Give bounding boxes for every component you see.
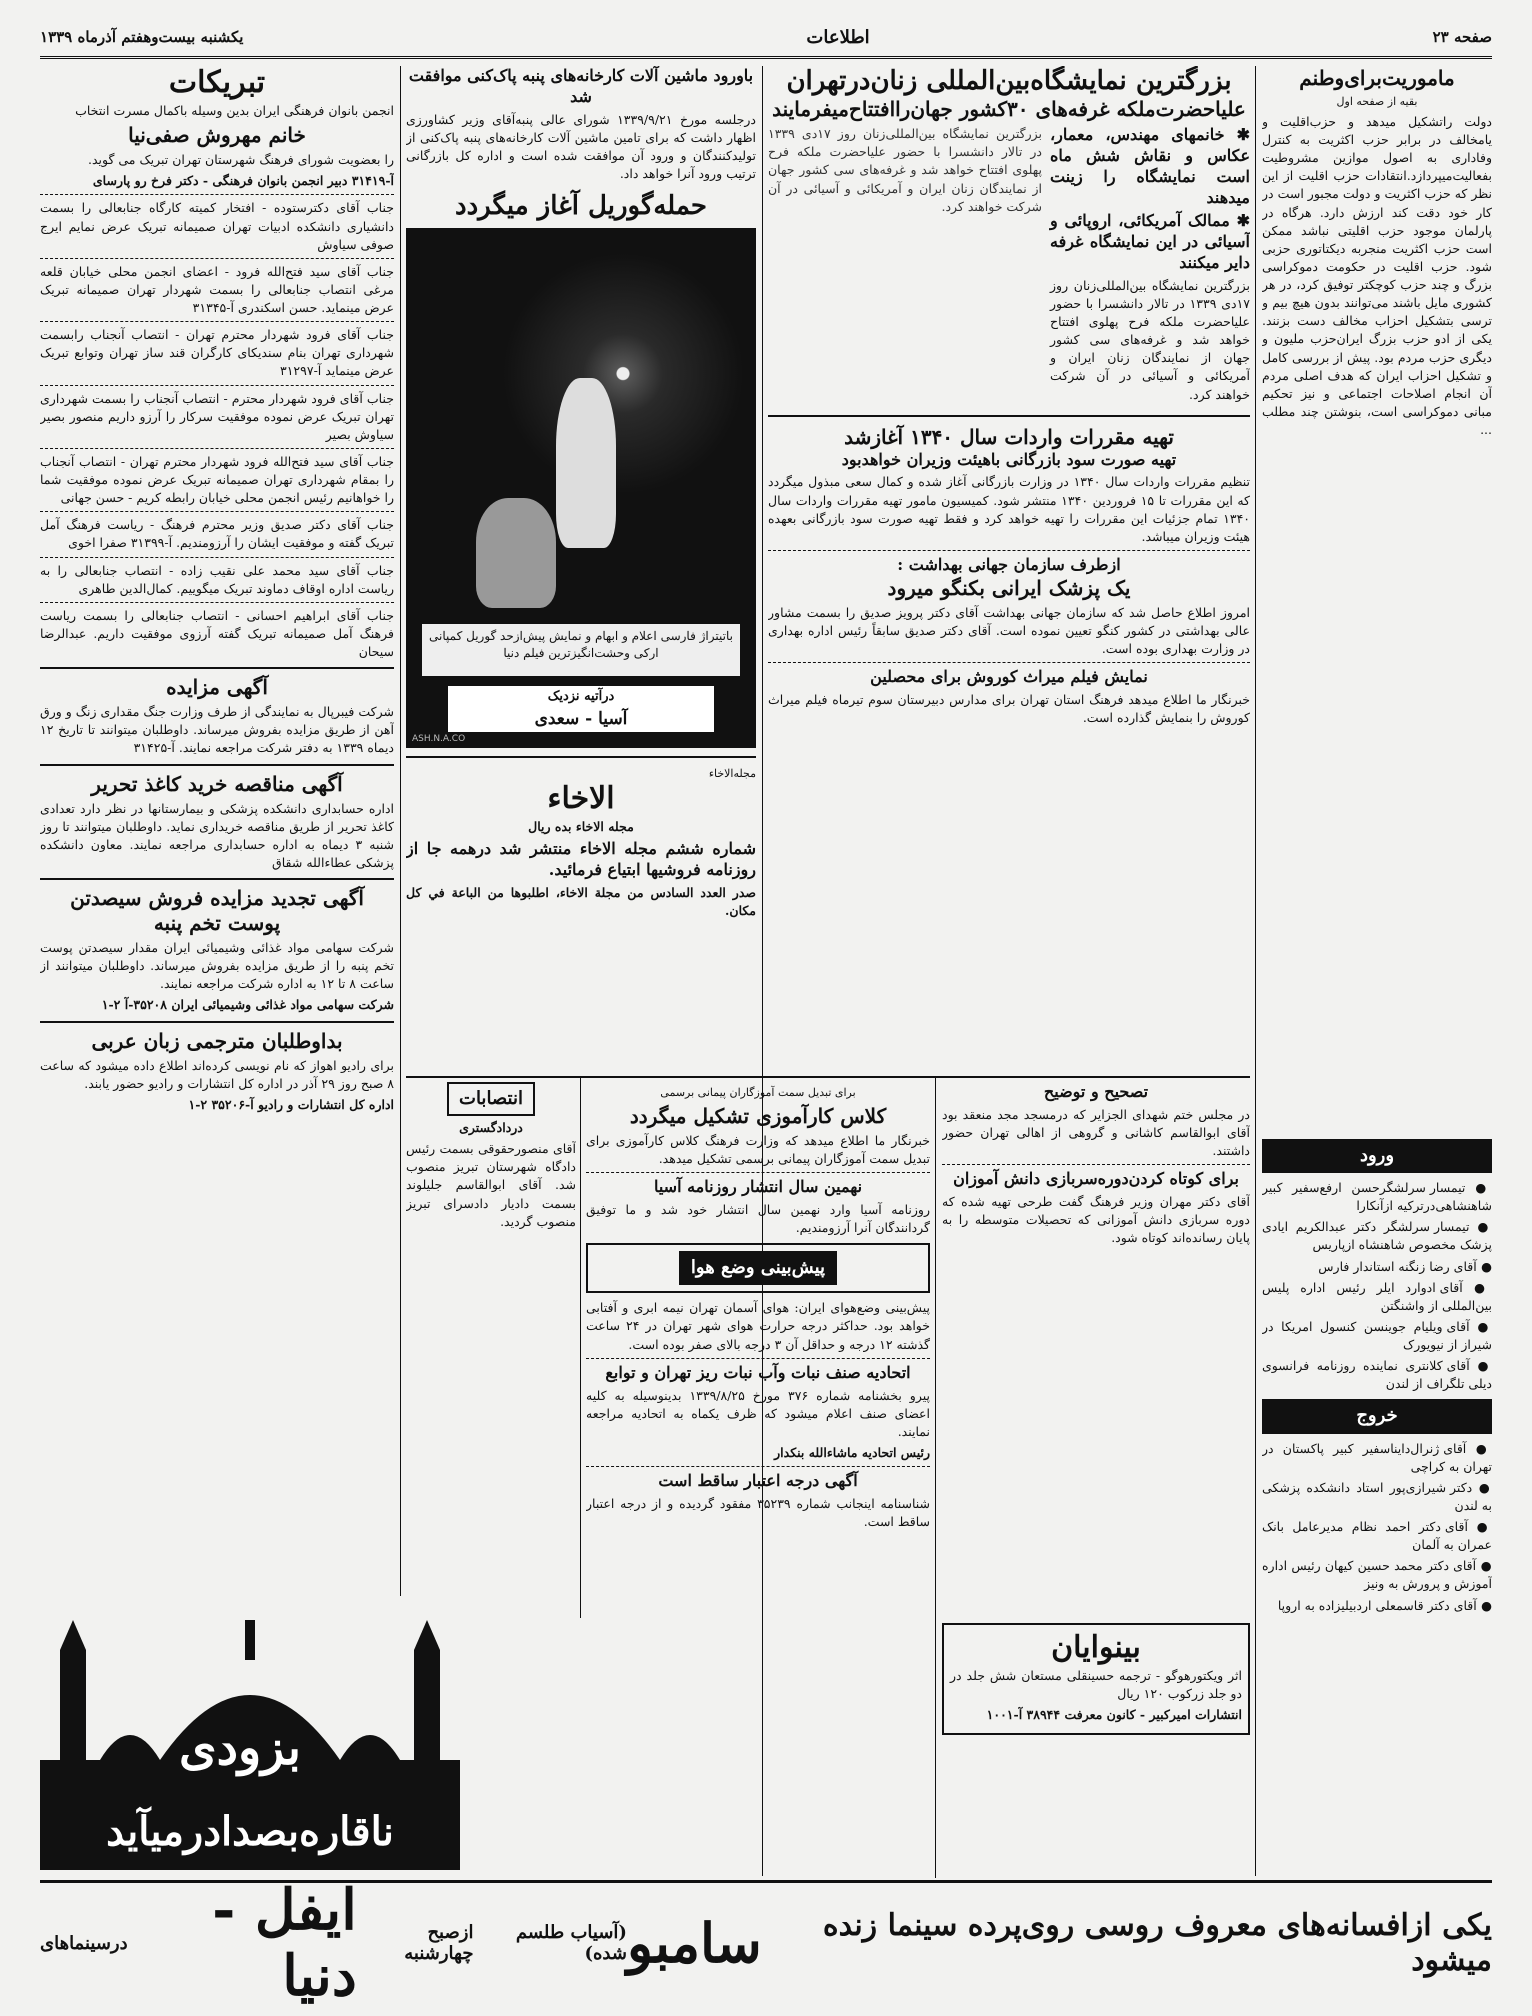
arabic-translator-headline: بداوطلبان مترجمی زبان عربی <box>91 1028 343 1053</box>
appointments-subtitle: دردادگستری <box>459 1120 523 1136</box>
cottonseed-auction-subhead: پوست تخم پنبه <box>153 911 281 935</box>
teachers-subhead: برای تبدیل سمت آموزگاران پیمانی برسمی <box>660 1086 856 1099</box>
section-rule <box>406 1076 1250 1078</box>
magazine-ad <box>406 766 756 920</box>
congrats-honoree-suffix: را بعضویت شورای فرهنگ شهرستان تهران تبریک می گوید. <box>87 152 394 168</box>
auction-headline: آگهی مزایده <box>166 675 268 700</box>
column-appointments <box>406 1082 576 1602</box>
headline-teachers: کلاس کارآموزی تشکیل میگردد <box>629 1103 887 1128</box>
section-rule <box>768 415 1250 417</box>
cinema-label: درآتیه نزدیک <box>547 689 615 705</box>
divider <box>40 194 394 195</box>
lost-document-body: شناسنامه اینجانب شماره ۳۵۲۳۹ مفقود گردیده و از درجه اعتبار ساقط است. <box>586 1495 930 1529</box>
congrats-item: جناب آقای فرود شهردار محترم - انتصاب آنجناب را بسمت شهرداری تهران تبریک عرض نموده موفقیت سرکار را آرزو داریم منصور بصیر سیاوش بصیر <box>40 390 394 442</box>
poster-man-figure <box>556 378 616 548</box>
section-rule <box>406 756 756 758</box>
exhibition-bullet: ✱ ممالک آمریکائی، اروپائی و آسیائی در این نمایشگاه غرفه دایر میکنند <box>1050 211 1250 272</box>
exhibition-body-copy: بزرگترین نمایشگاه بین‌المللی‌زنان روز ۱۷دی ۱۳۳۹ در تالار دانشسرا با حضور علیاحضرت ملکه فرح پهلوی افتتاح خواهد شد و غرفه‌های سی کشور جهان از نمایندگان زنان ایران و آمریکائی و آسیائی در آن شرکت خواهند کرد. <box>768 126 1042 214</box>
arrival-item: ● آقای ویلیام جوینسن کنسول امریکا در شیراز از نیویورک <box>1262 1318 1492 1353</box>
tender-body: اداره حسابداری دانشکده پزشکی و بیمارستانها در نظر دارد تعدادی کاغذ تحریر از طریق مناقصه خریداری نماید. داوطلبان میتوانند تا روز شنبه ۳ دیماه به اداره حسابداری مراجعه نمایند. معاون دانشکده پزشکی عطاءالله شقاق <box>40 800 394 870</box>
magazine-arabic: صدر العدد السادس من مجلة الاخاء، اطلبوها من الباعة في كل مكان. <box>406 884 756 919</box>
mosque-ad-soon: بزودی <box>179 1720 301 1776</box>
mosque-ad-slogan: ناقاره‌بصدادرمیآید <box>60 1800 440 1864</box>
exhibition-bullets <box>1050 122 1250 406</box>
departure-item: ● آقای ژنرال‌دایناسفیر کبیر پاکستان در تهران به کراچی <box>1262 1440 1492 1474</box>
headline-exhibition: بزرگترین نمایشگاه‌بین‌المللی زنان‌درتهران <box>786 66 1232 96</box>
gorilla-movie-poster <box>406 228 756 748</box>
congrats-item: جناب آقای سید فتح‌الله فرود - اعضای انجمن محلی خیابان قلعه مرغی انتصاب جنابعالی را بسمت شهردار تهران صمیمانه تبریک عرض مینماید. حسن اسکندری آ-۳۱۳۴۵ <box>40 263 394 315</box>
subhead-exhibition: علیاحضرت‌ملکه غرفه‌های ۳۰کشور جهان‌راافتتاح‌میفرمایند <box>772 97 1246 122</box>
column-correction-binovayan <box>942 1082 1250 1872</box>
headline-cotton-machines: باورود ماشین آلات کارخانه‌های پنبه‌ پاک‌کنی موافقت شد <box>408 66 754 106</box>
weather-box <box>586 1243 930 1293</box>
footer-movie-note: (آسیاب طلسم شده) <box>515 1922 627 1964</box>
page-header <box>40 18 1492 59</box>
headline-union: اتحادیه صنف نبات وآب نبات ریز تهران و توابع <box>605 1362 911 1382</box>
headline-doctor-congo: یک پزشک ایرانی بکنگو میرود <box>887 575 1131 600</box>
section-rule <box>40 1021 394 1023</box>
teachers-body: خبرنگار ما اطلاع میدهد که وزارت فرهنگ کلاس کارآموزی برای تبدیل سمت آموزگاران پیمانی برسمی تشکیل میدهد. <box>586 1132 930 1167</box>
congrats-item: جناب آقای سید فتح‌الله فرود شهردار محترم تهران - انتصاب آنجناب را بمقام شهرداری تهران صمیمانه تبریک عرض نموده موفقیت شما را خواهانیم رئیس انجمن محلی خیابان رابطه کریم - حسن جهانی <box>40 453 394 506</box>
divider <box>768 550 1250 551</box>
section-rule <box>40 764 394 766</box>
cottonseed-auction-signature: شرکت سهامی مواد غذائی وشیمیائی ایران ۳۵۲۰۸-آ ۲-۱ <box>101 997 394 1013</box>
exhibition-body-continued <box>768 122 1042 406</box>
congrats-item: جناب آقای ابراهیم احسانی - انتصاب جنابعالی را بسمت ریاست فرهنگ آمل صمیمانه تبریک گفته آرزوی موفقیت داریم. عبدالرضا سیحان <box>40 607 394 659</box>
weather-logo: پیش‌بینی وضع هوا <box>679 1251 837 1285</box>
magazine-name: الاخاء <box>547 781 615 817</box>
headline-who-label: ازطرف سازمان جهانی بهداشت : <box>897 554 1121 574</box>
section-rule <box>40 667 394 669</box>
headline-imports: تهیه مقررات واردات سال ۱۳۴۰ آغازشد <box>844 424 1174 449</box>
congrats-item: جناب آقای دکتر صدیق وزیر محترم فرهنگ - ریاست فرهنگ آمل تبریک گفته و موفقیت ایشان را آرزومندیم. آ-۳۱۳۹۹ صفرا اخوی <box>40 517 394 551</box>
cotton-body: درجلسه مورخ ۱۳۳۹/۹/۲۱ شورای عالی پنبه‌آقای وزیر کشاورزی اظهار داشت که برای تامین ماشین آلات کارخانه‌های پنبه پاک‌کنی از تولیدکنندگان و ورود آن موافقت شده است و اداره کل بازرگانی ترتیب ورود آنرا خواهد داد. <box>406 111 756 181</box>
arabic-translator-body: برای رادیو اهواز که نام نویسی کرده‌اند اطلاع داده میشود که ساعت ۸ صبح روز ۲۹ آذر در اداره کل انتشارات و رادیو حضور یابند. <box>40 1057 394 1091</box>
arrival-item: ● تیمسار سرلشگر دکتر عبدالکریم ایادی پزشک مخصوص شاهنشاه ازپاریس <box>1262 1219 1492 1253</box>
correction-body: در مجلس ختم شهدای الجزایر که درمسجد مجد منعقد بود آقای ابوالقاسم کاشانی و گروهی از اهالی تهران حضور داشتند. <box>942 1106 1250 1159</box>
divider <box>40 321 394 322</box>
magazine-label: مجله‌الاخاء <box>708 767 756 781</box>
subhead-imports: تهیه صورت سود بازرگانی باهیئت وزیران خواهدبود <box>841 449 1177 469</box>
poster-gorilla-figure <box>476 498 556 608</box>
footer-when: ازصبح چهارشنبه <box>404 1922 474 1964</box>
poster-cinema-box <box>446 684 716 734</box>
binovayan-book-ad <box>942 1623 1250 1735</box>
congrats-item: جناب آقای فرود شهردار محترم تهران - انتصاب آنجناب رابسمت شهرداری تهران بنام سندیکای کارگران قند ساز تهران وتوابع تبریک عرض مینماید آ-۳۱۲۹۷ <box>40 327 394 379</box>
appointments-body: آقای منصورحقوقی بسمت رئیس دادگاه شهرستان تبریز منصوب شد. آقای ابوالقاسم جلیلوند بسمت دادیار دادسرای تبریز منصوب گردید. <box>406 1141 576 1229</box>
divider <box>942 1164 1250 1165</box>
doctor-congo-body: امروز اطلاع حاصل شد که سازمان جهانی بهداشت آقای دکتر پرویز صدیق را بسمت مشاور عالی بهداشتی در کشور کنگو تعیین نموده است. آقای دکتر صدیق سابقاً رئیس اداره بهداری در وزارت بهداری بوده است. <box>768 604 1250 656</box>
asia-body: روزنامه آسیا وارد نهمین سال انتشار خود شد و ما توفیق گردانندگان آنرا آرزومندیم. <box>586 1201 930 1236</box>
column-teachers-weather <box>586 1082 930 1872</box>
divider <box>40 557 394 558</box>
column-congratulations <box>40 66 394 1606</box>
binovayan-title: بینوایان <box>1051 1629 1141 1665</box>
headline-correction: تصحیح و توضیح <box>1043 1082 1149 1101</box>
congrats-item: جناب آقای سید محمد علی نقیب زاده - انتصاب جنابعالی را به ریاست اداره اوقاف دماوند تبریک میگوییم. کمال‌الدین طاهری <box>40 562 394 596</box>
binovayan-publisher: انتشارات امیرکبیر - کانون معرفت ۳۸۹۴۴ آ-۱۰۰۱ <box>986 1707 1242 1723</box>
column-exhibition <box>768 66 1250 1076</box>
divider <box>40 511 394 512</box>
cyrus-film-body: خبرنگار ما اطلاع میدهد فرهنگ استان تهران برای مدارس دبیرستان سوم تیرماه فیلم میراث کوروش را بنمایش گذارده است. <box>768 691 1250 726</box>
footer-movie-banner <box>40 1877 1492 2009</box>
departures-list <box>1262 1440 1492 1615</box>
footer-cinemas: ایفل - دنیا <box>212 1877 357 2009</box>
arabic-translator-signature: اداره کل انتشارات و رادیو آ-۳۵۲۰۶ ۲-۱ <box>188 1096 394 1112</box>
congrats-title: تبریکات <box>168 66 266 100</box>
headline-asia-newspaper: نهمین سال انتشار روزنامه آسیا <box>653 1177 863 1197</box>
article-title: ماموریت‌برای‌وطنم <box>1299 66 1455 90</box>
divider <box>40 258 394 259</box>
congrats-signature: آ-۳۱۴۱۹ دبیر انجمن بانوان فرهنگی - دکتر فرخ رو پارسای <box>92 173 394 189</box>
imports-body: تنظیم مقررات واردات سال ۱۳۴۰ در وزارت بازرگانی آغاز شده و کمال سعی مبذول میگردد که این مقررات تا ۱۵ فروردین ۱۳۴۰ منتشر شود. کمیسیون مامور تهیه مقررات واردات سال ۱۳۴۰ تمام جزئیات این مقررات را تهیه خواهد کرد و فقط تهیه صورت سود بازرگانی بعهده هیئت وزیران میباشد. <box>768 474 1250 544</box>
column-mission-for-country <box>1262 66 1492 1866</box>
union-signature: رئیس اتحادیه ماشاءالله بنکدار <box>774 1444 930 1460</box>
cottonseed-auction-body: شرکت سهامی مواد غذائی وشیمیائی ایران مقدار سیصدتن پوست تخم پنبه را از طریق مزایده بفروش میرساند. داوطلبان میتوانند از ساعت ۸ تا ۱۲ به اداره شرکت مراجعه نمایند. <box>40 940 394 992</box>
movie-headline: حمله‌گوریل آغاز میگردد <box>455 191 707 222</box>
union-body: پیرو بخشنامه شماره ۳۷۶ مورخ ۱۳۳۹/۸/۲۵ بدینوسیله به کلیه اعضای صنف اعلام میشود که ظرف یکماه به اتحادیه مراجعه نمایند. <box>586 1387 930 1439</box>
arrivals-heading: ورود <box>1262 1139 1492 1173</box>
column-rule <box>400 66 401 1596</box>
article-body: دولت راتشکیل میدهد و حزب‌اقلیت و یامخالف در برابر حزب اکثریت به کنترل وفاداری به اصول موازین مشروطیت بفعالیت‌میپردازد.انتقادات حزب اقلیت از این نظر که حزب اکثریت و دولت مجبور است در کار خود دقت کند ارزش دارد. هرگاه در پارلمان موجود حزب اقلیتی نباشد ممکن است حزب اکثریت منجربه دیکتاتوری حزبی شود. حزب اقلیت در حکومت دموکراسی بزرگ و چند حزب کوچکتر توفیق کرد، در هر کشوری مایل باشند می‌توانند بدون هیچ بیم و ترسی بتشکیل احزاب مخالف دست بزنند. یکی از ادو حزب بزرگ ایران‌حزب ملیون و دیگری حزب مردم بود. پیش از بررسی کامل و تشکیل احزاب ایران که هدف اصلی مردم آن انجام اصلاحات اجتماعی و نیز تحکیم مبانی دموکراسی است، بنوشتن چند مطلب ... <box>1262 113 1492 438</box>
exhibition-body: بزرگترین نمایشگاه بین‌المللی‌زنان روز ۱۷دی ۱۳۳۹ در تالار دانشسرا با حضور علیاحضرت ملکه فرح پهلوی افتتاح خواهد شد و غرفه‌های سی کشور جهان از نمایندگان زنان ایران و آمریکائی و آسیائی در آن شرکت خواهند کرد. <box>1050 277 1250 402</box>
poster-caption: باتیتراژ فارسی اعلام و ابهام و نمایش پیش‌ازحد گوریل کمپانی ارکی وحشت‌انگیزترین فیلم دنیا <box>422 624 740 676</box>
divider <box>586 1358 930 1359</box>
divider <box>40 602 394 603</box>
arrival-item: ● آقای کلانتری نماینده روزنامه فرانسوی دیلی تلگراف از لندن <box>1262 1358 1492 1392</box>
headline-lost-document: آگهی درجه اعتبار ساقط است <box>658 1471 858 1490</box>
magazine-price: مجله الاخاء بده ریال <box>528 819 634 835</box>
arrival-item: ● تیمسار سرلشگرحسن ارفع‌سفیر کبیر شاهنشاهی‌در‌ترکیه ازآنکارا <box>1262 1180 1492 1214</box>
footer-movie-sambo: سامبو <box>626 1911 762 1975</box>
cinema-names: آسیا - سعدی <box>534 709 628 730</box>
arrivals-list <box>1262 1179 1492 1393</box>
tender-headline: آگهی مناقصه خرید کاغذ تحریر <box>91 771 343 796</box>
departure-item: ● آقای دکتر احمد نظام مدیرعامل بانک عمران به آلمان <box>1262 1519 1492 1553</box>
congrats-intro: انجمن بانوان فرهنگی ایران بدین وسیله باکمال مسرت انتخاب <box>75 103 394 118</box>
section-rule <box>40 878 394 880</box>
departures-heading: خروج <box>1262 1399 1492 1433</box>
poster-credit: ASH.N.A.CO <box>412 734 466 745</box>
column-rule <box>935 1078 936 1878</box>
divider <box>40 385 394 386</box>
departure-item: ● آقای دکتر محمد حسین کیهان رئیس اداره آموزش و پرورش به ونیز <box>1262 1558 1492 1592</box>
paper-name: اطلاعات <box>806 26 870 48</box>
exhibition-bullet: ✱ خانمهای مهندس، معمار، عکاس و نقاش شش ماه است نمایشگاه را زینت میدهند <box>1050 125 1250 207</box>
military-service-body: آقای دکتر مهران وزیر فرهنگ گفت طرحی تهیه شده که دوره سربازی دانش آموزانی که تحصیلات متوسطه را به پایان رسانده‌اند کوتاه شود. <box>942 1193 1250 1246</box>
footer-tagline: یکی ازافسانه‌های معروف روسی روی‌پرده سینما زنده میشود <box>822 1908 1492 1978</box>
divider <box>40 448 394 449</box>
divider <box>586 1172 930 1173</box>
departure-item: ● آقای دکتر قاسمعلی اردبیلیزاده به اروپا <box>1277 1597 1492 1613</box>
footer-where: درسینماهای <box>40 1932 128 1954</box>
magazine-body: شماره ششم مجله الاخاء منتشر شد درهمه جا از روزنامه فروشیها ابتیاع فرمائید. <box>406 839 756 880</box>
departure-item: ● دکتر شیرازی‌پور استاد دانشکده پزشکی به لندن <box>1262 1479 1492 1513</box>
divider <box>586 1466 930 1467</box>
column-rule <box>1255 66 1256 1876</box>
auction-body: شرکت فیبرپال به نمایندگی از طرف وزارت جنگ مقداری زنگ و ورق آهن از طریق مزایده بفروش میرساند. داوطلبان میتوانند تا تاریخ ۱۲ دیماه ۱۳۳۹ به دفتر شرکت مراجعه نمایند. آ-۳۱۴۲۵ <box>40 704 394 756</box>
congrats-item: جناب آقای دکترستوده - افتخار کمیته کارگاه جنابعالی را بسمت دانشیاری دانشکده ادبیات تهران صمیمانه تبریک عرض نمایم ایرج صوفی سیاوش <box>40 200 394 252</box>
column-rule <box>580 1078 581 1618</box>
headline-military-service: برای کوتاه کردن‌دوره‌سربازی دانش آموزان <box>953 1169 1239 1189</box>
headline-cyrus-film: نمایش فیلم میراث کوروش برای محصلین <box>870 667 1148 687</box>
divider <box>768 662 1250 663</box>
arrival-item: ● آقای ادوارد ایلر رئیس اداره پلیس بین‌المللی از واشنگتن <box>1262 1279 1492 1313</box>
binovayan-body: اثر ویکتورهوگو - ترجمه حسینقلی مستعان شش جلد در دو جلد زرکوب ۱۲۰ ریال <box>950 1667 1242 1702</box>
arrival-item: ● آقای رضا زنگنه استاندار فارس <box>1318 1258 1492 1274</box>
cottonseed-auction-headline: آگهی تجدید مزایده فروش سیصدتن <box>70 886 364 910</box>
page-number: صفحه ۲۳ <box>1432 28 1492 46</box>
weather-body: پیش‌بینی وضع‌هوای ایران: هوای آسمان تهران نیمه ابری و آفتابی خواهد بود. حداکثر درجه حرارت هوای شهر تهران در ۲۴ ساعت گذشته ۱۲ درجه و حداقل آن ۳ درجه بالای صفر بوده است. <box>586 1300 930 1352</box>
article-subtitle: بقیه از صفحه اول <box>1336 95 1418 108</box>
column-cotton-movie <box>406 66 756 1076</box>
congrats-honoree: خانم مهروش صفی‌نیا <box>128 123 306 148</box>
appointments-title: انتصابات <box>447 1082 535 1116</box>
issue-date: یکشنبه بیست‌وهفتم آذرماه ۱۳۳۹ <box>40 28 244 46</box>
